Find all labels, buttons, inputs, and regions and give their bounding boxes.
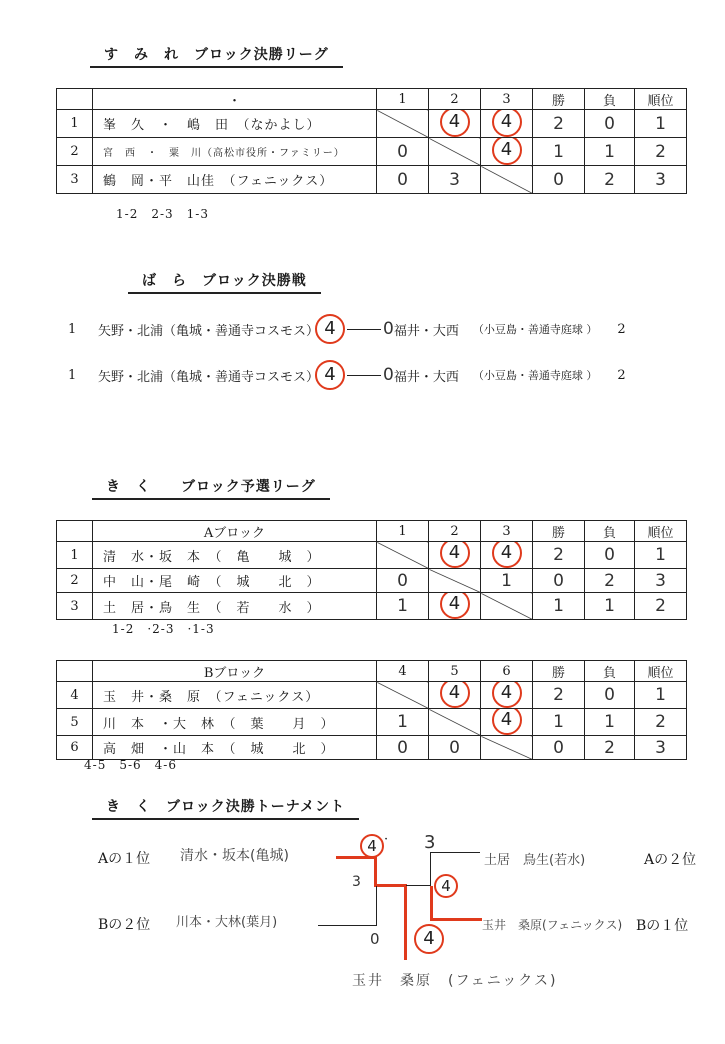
circled-score: 4 — [315, 360, 345, 390]
score-cell: 0 — [377, 736, 429, 760]
score-cell: 0 — [377, 166, 429, 194]
header-col-2: 2 — [429, 89, 481, 110]
block-label: Aブロック — [93, 521, 377, 542]
losses: 1 — [585, 709, 635, 736]
header-win: 勝 — [533, 661, 585, 682]
score-cell: 3 — [429, 166, 481, 194]
circled-score: 4 — [360, 834, 384, 858]
rank: 2 — [635, 709, 687, 736]
table-row — [57, 138, 687, 166]
b1-label: Bの１位 — [636, 918, 689, 934]
row-number: 2 — [57, 569, 93, 593]
diagonal-cell — [481, 166, 533, 194]
losses: 1 — [585, 593, 635, 620]
circled-score: 4 — [315, 314, 345, 344]
pair-name: 宮 西 ・ 粟 川（高松市役所・ファミリー） — [93, 138, 377, 166]
circled-score: 4 — [440, 542, 470, 569]
b2-name: 川本・大林(葉月) — [176, 915, 278, 930]
header-col-4: 4 — [377, 661, 429, 682]
rank: 3 — [635, 569, 687, 593]
pair-name: 土 居・鳥 生 （ 若 水 ） — [93, 593, 377, 620]
header-col-6: 6 — [481, 661, 533, 682]
left-pair: 矢野・北浦（亀城・善通寺コスモス） — [98, 369, 320, 385]
diagonal-cell — [377, 110, 429, 138]
match-order: 1-2 2-3 1-3 — [116, 207, 209, 221]
table-header — [57, 521, 687, 542]
header-win: 勝 — [533, 521, 585, 542]
separator-dot: · — [384, 832, 389, 847]
table-header — [57, 661, 687, 682]
rank: 3 — [635, 736, 687, 760]
pair-name: 清 水・坂 本 （ 亀 城 ） — [93, 542, 377, 569]
row-number: 5 — [57, 709, 93, 736]
sumire-title: す み れ ブロック決勝リーグ — [90, 44, 343, 68]
top-right-score: 3 — [424, 832, 436, 853]
losses: 2 — [585, 736, 635, 760]
pair-name: 峯 久 ・ 嶋 田 （なかよし） — [93, 110, 377, 138]
rank: 1 — [635, 542, 687, 569]
circled-score: 4 — [492, 542, 522, 569]
wins: 2 — [533, 682, 585, 709]
row-number: 3 — [57, 166, 93, 194]
losses: 0 — [585, 110, 635, 138]
wins: 0 — [533, 166, 585, 194]
bracket-line — [430, 918, 482, 921]
wins: 1 — [533, 138, 585, 166]
left-pair: 矢野・北浦（亀城・善通寺コスモス） — [98, 323, 320, 339]
right-score: 0 — [383, 365, 394, 385]
circled-score: 4 — [440, 682, 470, 709]
diagonal-cell — [429, 709, 481, 736]
connector-line — [347, 329, 381, 330]
bracket-line — [374, 856, 377, 886]
pair-name: 高 畑 ・山 本 （ 城 北 ） — [93, 736, 377, 760]
kiku-final-title: き く ブロック決勝トーナメント — [92, 796, 359, 820]
header-col-3: 3 — [481, 521, 533, 542]
bracket-line — [374, 884, 406, 887]
table-header — [57, 89, 687, 110]
score-cell: 1 — [377, 709, 429, 736]
right-number: 2 — [617, 321, 626, 337]
score-cell: 1 — [481, 569, 533, 593]
losses: 0 — [585, 682, 635, 709]
diagonal-cell — [429, 138, 481, 166]
row-number: 4 — [57, 682, 93, 709]
match-number: 1 — [68, 367, 77, 383]
table-row — [57, 542, 687, 569]
block-label: Bブロック — [93, 661, 377, 682]
score-cell — [429, 542, 481, 569]
right-number: 2 — [617, 367, 626, 383]
score-cell: 1 — [377, 593, 429, 620]
bracket-line — [430, 852, 431, 886]
wins: 0 — [533, 736, 585, 760]
b1-name: 玉井 桑原(フェニックス) — [482, 918, 623, 932]
score-cell — [481, 682, 533, 709]
header-rank: 順位 — [635, 521, 687, 542]
bracket-line — [406, 885, 431, 886]
right-score: 0 — [383, 319, 394, 339]
wins: 1 — [533, 709, 585, 736]
score-cell: 0 — [377, 138, 429, 166]
circled-score: 4 — [492, 709, 522, 736]
losses: 0 — [585, 542, 635, 569]
circled-score: 4 — [492, 138, 522, 165]
header-col-1: 1 — [377, 89, 429, 110]
final-match — [68, 314, 626, 344]
header-rank: 順位 — [635, 661, 687, 682]
header-dot: ・ — [93, 89, 377, 110]
header-loss: 負 — [585, 89, 635, 110]
score-cell: 0 — [429, 736, 481, 760]
bracket-line — [376, 886, 377, 926]
right-team: （小豆島・善通寺庭球 ） — [472, 323, 598, 336]
diagonal-cell — [377, 542, 429, 569]
final-match — [68, 360, 626, 390]
header-col-2: 2 — [429, 521, 481, 542]
header-loss: 負 — [585, 661, 635, 682]
circled-score: 4 — [440, 593, 470, 620]
match-number: 1 — [68, 321, 77, 337]
diagonal-cell — [429, 569, 481, 593]
b2-label: Bの２位 — [98, 917, 151, 933]
sumire-table — [56, 88, 687, 194]
score-cell — [429, 593, 481, 620]
score-cell — [429, 110, 481, 138]
score-cell — [481, 138, 533, 166]
rank: 2 — [635, 138, 687, 166]
bracket-line — [318, 925, 377, 926]
row-number: 6 — [57, 736, 93, 760]
rank: 3 — [635, 166, 687, 194]
pair-name: 玉 井・桑 原 （フェニックス） — [93, 682, 377, 709]
row-number: 1 — [57, 542, 93, 569]
score-cell — [429, 682, 481, 709]
kiku-a-table — [56, 520, 687, 620]
kiku-b-table — [56, 660, 687, 760]
table-row — [57, 110, 687, 138]
table-row — [57, 166, 687, 194]
losses: 2 — [585, 569, 635, 593]
pair-name: 中 山・尾 崎 （ 城 北 ） — [93, 569, 377, 593]
score-cell — [481, 542, 533, 569]
table-row — [57, 709, 687, 736]
diagonal-cell — [377, 682, 429, 709]
bracket-line — [404, 884, 407, 960]
row-number: 3 — [57, 593, 93, 620]
right-pair: 福井・大西 — [393, 369, 459, 385]
a2-name: 土居 鳥生(若水) — [484, 853, 586, 868]
diagonal-cell — [481, 736, 533, 760]
circled-score: 4 — [492, 682, 522, 709]
table-row — [57, 682, 687, 709]
right-pair: 福井・大西 — [393, 323, 459, 339]
header-loss: 負 — [585, 521, 635, 542]
losses: 1 — [585, 138, 635, 166]
bara-title: ば ら ブロック決勝戦 — [128, 270, 321, 294]
match-order: 4-5 5-6 4-6 — [84, 758, 177, 772]
match-order: 1-2 ·2-3 ·1-3 — [112, 622, 215, 636]
row-number: 1 — [57, 110, 93, 138]
wins: 1 — [533, 593, 585, 620]
rank: 1 — [635, 682, 687, 709]
score-cell: 0 — [377, 569, 429, 593]
header-col-5: 5 — [429, 661, 481, 682]
right-team: （小豆島・善通寺庭球 ） — [472, 369, 598, 382]
row-number: 2 — [57, 138, 93, 166]
header-col-3: 3 — [481, 89, 533, 110]
diagonal-cell — [481, 593, 533, 620]
table-row — [57, 593, 687, 620]
circled-score: 4 — [440, 110, 470, 137]
pair-name: 川 本 ・大 林 （ 葉 月 ） — [93, 709, 377, 736]
mid-left-score: 3 — [352, 874, 361, 890]
bottom-left-score: 0 — [370, 930, 380, 948]
bracket-line — [430, 886, 433, 920]
circled-score: 4 — [434, 874, 458, 898]
losses: 2 — [585, 166, 635, 194]
score-cell — [481, 110, 533, 138]
wins: 0 — [533, 569, 585, 593]
header-col-1: 1 — [377, 521, 429, 542]
winner-name: 玉井 桑原 (フェニックス) — [352, 973, 558, 989]
table-row — [57, 569, 687, 593]
wins: 2 — [533, 110, 585, 138]
header-win: 勝 — [533, 89, 585, 110]
a1-name: 清水・坂本(亀城) — [180, 848, 289, 864]
connector-line — [347, 375, 381, 376]
bracket-line — [430, 852, 480, 853]
rank: 1 — [635, 110, 687, 138]
a2-label: Aの２位 — [644, 852, 697, 868]
header-rank: 順位 — [635, 89, 687, 110]
circled-score: 4 — [492, 110, 522, 137]
score-cell — [481, 709, 533, 736]
wins: 2 — [533, 542, 585, 569]
kiku-prelim-title: き く ブロック予選リーグ — [92, 476, 330, 500]
circled-score: 4 — [414, 924, 444, 954]
rank: 2 — [635, 593, 687, 620]
a1-label: Aの１位 — [98, 851, 151, 867]
pair-name: 鶴 岡・平 山佳 （フェニックス） — [93, 166, 377, 194]
